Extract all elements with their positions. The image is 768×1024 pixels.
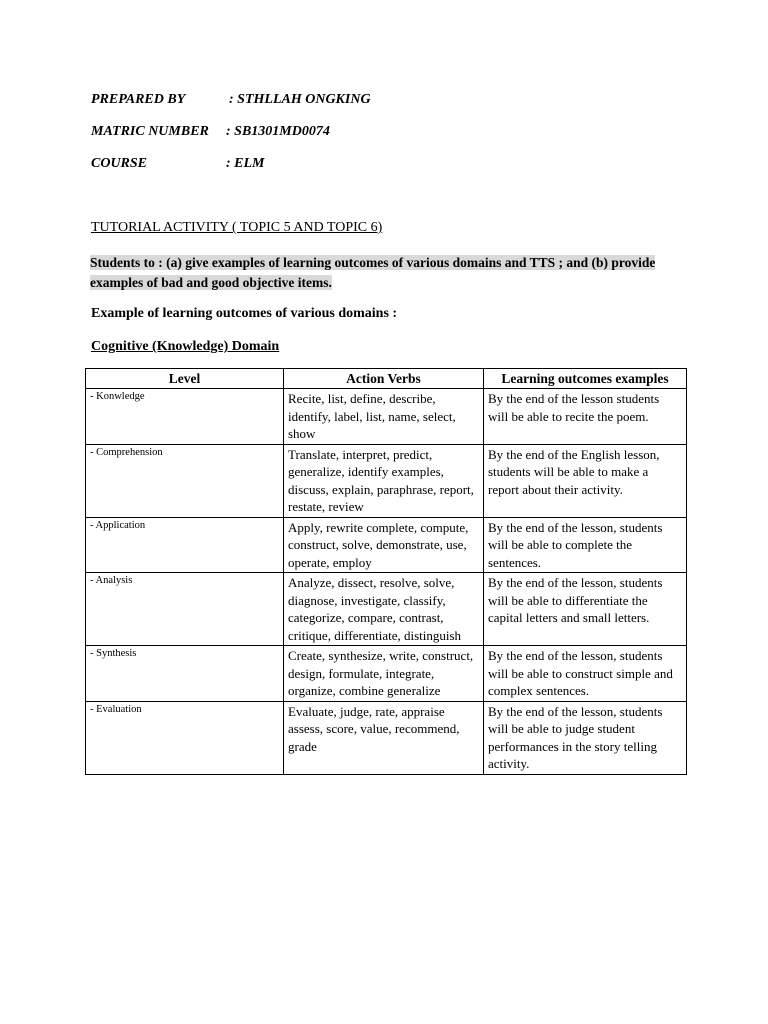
level-cell: - Analysis (86, 573, 284, 646)
matric-number-value: : SB1301MD0074 (226, 124, 330, 139)
outcome-example-cell: By the end of the lesson, students will be able to judge student performances in the story telling activity. (484, 701, 687, 774)
level-cell: - Evaluation (86, 701, 284, 774)
level-cell: - Synthesis (86, 646, 284, 702)
action-verbs-cell: Translate, interpret, predict, generalize, identify examples, discuss, explain, paraphrase, report, restate, review (284, 444, 484, 517)
matric-number-label: MATRIC NUMBER (91, 124, 209, 139)
table-header-row (86, 369, 687, 389)
action-verbs-cell: Evaluate, judge, rate, appraise assess, score, value, recommend, grade (284, 701, 484, 774)
action-verbs-cell: Apply, rewrite complete, compute, construct, solve, demonstrate, use, operate, employ (284, 517, 484, 573)
action-verbs-cell: Analyze, dissect, resolve, solve, diagnose, investigate, classify, categorize, compare, contrast, critique, differentiate, distinguish (284, 573, 484, 646)
learning-outcomes-table (85, 368, 687, 775)
outcome-example-cell: By the end of the English lesson, students will be able to make a report about their activity. (484, 444, 687, 517)
outcome-example-cell: By the end of the lesson, students will be able to differentiate the capital letters and small letters. (484, 573, 687, 646)
table-row (86, 389, 687, 445)
outcome-example-cell: By the end of the lesson, students will be able to complete the sentences. (484, 517, 687, 573)
table-row (86, 646, 687, 702)
prepared-by-label: PREPARED BY (91, 92, 186, 107)
prepared-by-value: : STHLLAH ONGKING (229, 92, 371, 107)
objective-text: Students to : (a) give examples of learning outcomes of various domains and TTS ; and (b) provide examples of bad and good objective items. (90, 255, 656, 290)
outcome-example-cell: By the end of the lesson, students will be able to construct simple and complex sentences. (484, 646, 687, 702)
matric-number-row (91, 124, 330, 140)
column-header-action-verbs: Action Verbs (284, 369, 484, 389)
table-row (86, 517, 687, 573)
tutorial-title: TUTORIAL ACTIVITY ( TOPIC 5 AND TOPIC 6) (91, 220, 383, 235)
prepared-by-row (91, 92, 371, 108)
objective-paragraph (90, 253, 680, 293)
domain-heading: Cognitive (Knowledge) Domain (91, 339, 280, 354)
outcome-example-cell: By the end of the lesson students will be able to recite the poem. (484, 389, 687, 445)
course-value: : ELM (226, 156, 265, 171)
action-verbs-cell: Create, synthesize, write, construct, design, formulate, integrate, organize, combine generalize (284, 646, 484, 702)
table-row (86, 701, 687, 774)
course-row (91, 156, 265, 172)
action-verbs-cell: Recite, list, define, describe, identify, label, list, name, select, show (284, 389, 484, 445)
column-header-learning-outcomes: Learning outcomes examples (484, 369, 687, 389)
table-row (86, 444, 687, 517)
example-heading: Example of learning outcomes of various domains : (91, 306, 398, 321)
course-label: COURSE (91, 156, 148, 171)
level-cell: - Application (86, 517, 284, 573)
column-header-level: Level (86, 369, 284, 389)
level-cell: - Comprehension (86, 444, 284, 517)
level-cell: - Konwledge (86, 389, 284, 445)
table-row (86, 573, 687, 646)
